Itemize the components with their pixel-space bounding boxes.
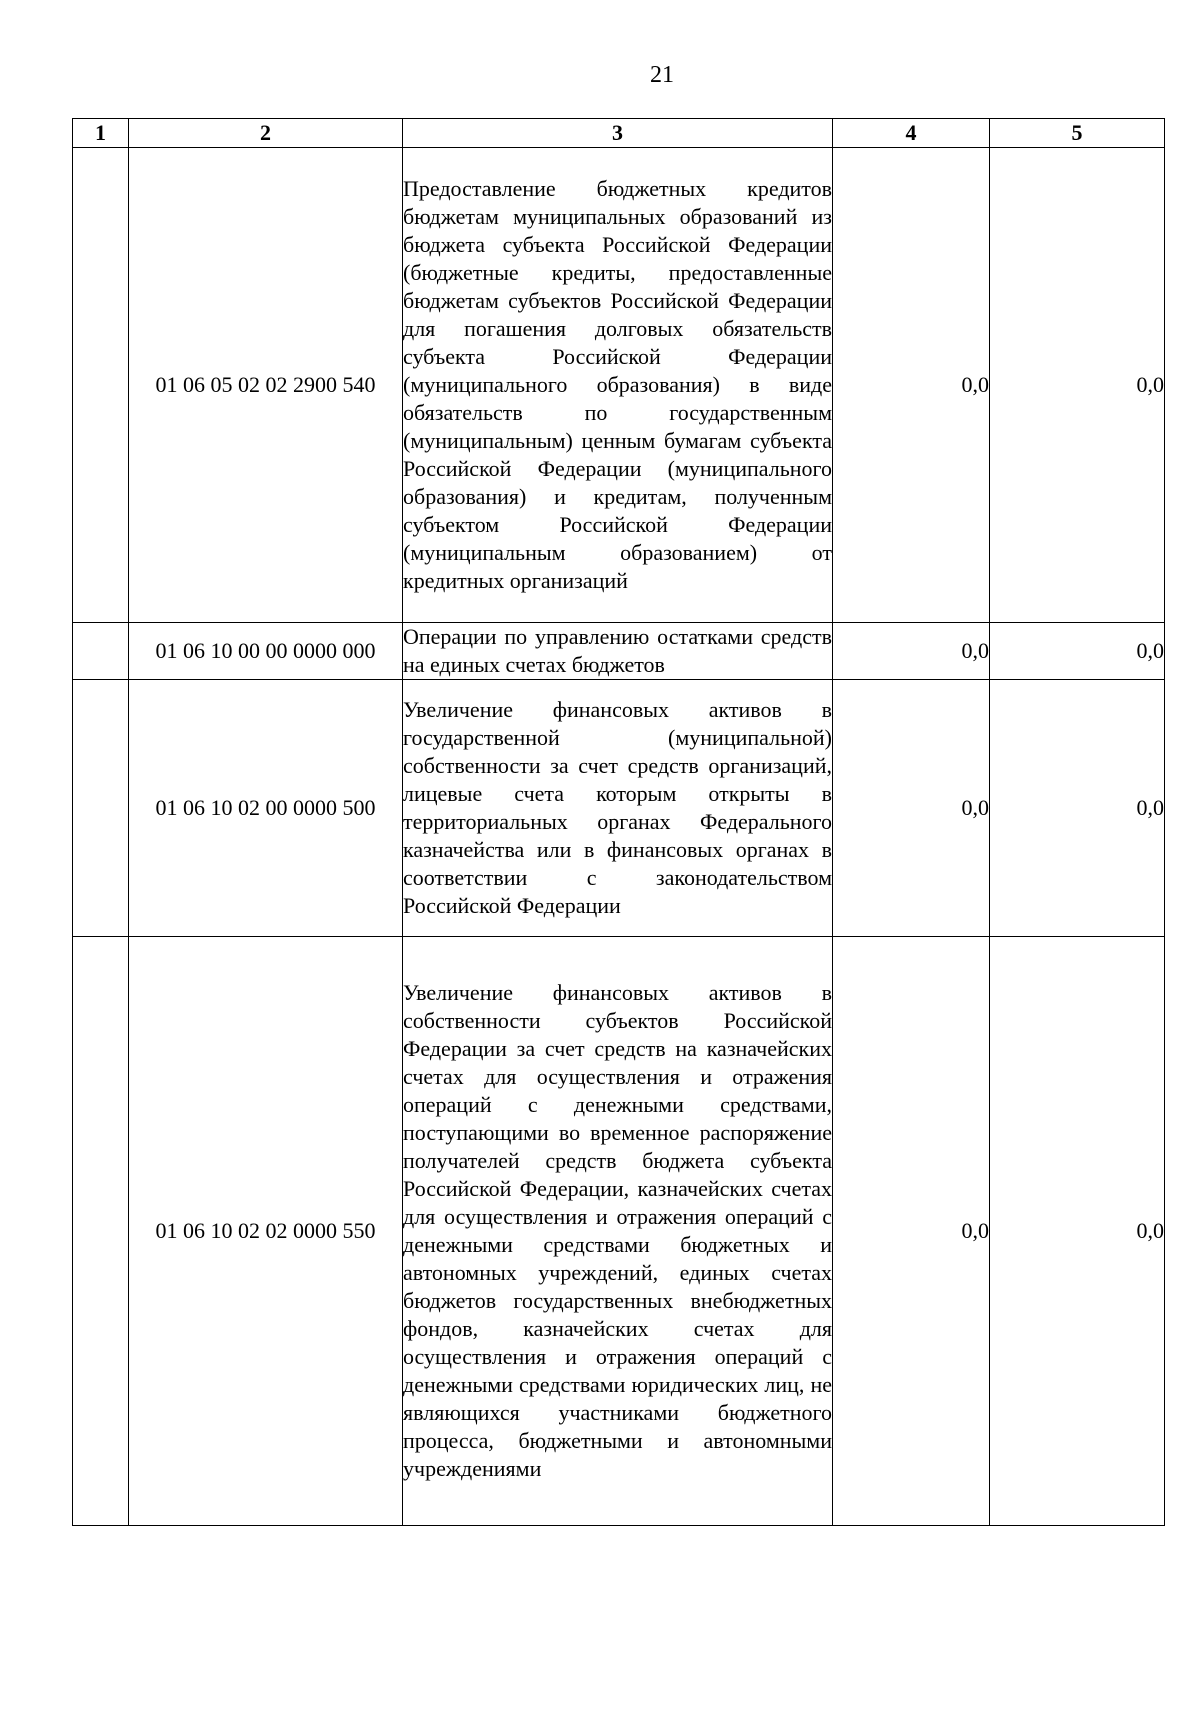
budget-code-cell: 01 06 10 02 02 0000 550 (129, 937, 403, 1526)
page-number-text: 21 (650, 62, 674, 88)
value-col-5-cell: 0,0 (990, 937, 1165, 1526)
table-body (73, 148, 1165, 1526)
value-col-5-cell: 0,0 (990, 148, 1165, 623)
table-row (73, 148, 1165, 623)
budget-sources-table (72, 118, 1165, 1526)
value-col-4-cell: 0,0 (833, 680, 990, 937)
header-col-1: 1 (73, 119, 129, 148)
description-cell: Операции по управлению остатками средств на единых счетах бюджетов (403, 623, 833, 680)
header-col-3: 3 (403, 119, 833, 148)
description-cell: Предоставление бюджетных кредитов бюджетам муниципальных образований из бюджета субъекта Российской Федерации (бюджетные кредиты, предоставленные бюджетам субъектов Российской Федерации для погашения долговых обязательств субъекта Российской Федерации (муниципального образования) в виде обязательств по государственным (муниципальным) ценным бумагам субъекта Российской Федерации (муниципального образования) и кредитам, полученным субъектом Российской Федерации (муниципальным образованием) от кредитных организаций (403, 148, 833, 623)
row-number-cell (73, 680, 129, 937)
description-cell: Увеличение финансовых активов в собственности субъектов Российской Федерации за счет средств на казначейских счетах для осуществления и отражения операций с денежными средствами, поступающими во временное распоряжение получателей средств бюджета субъекта Российской Федерации, казначейских счетах для осуществления и отражения операций с денежными средствами бюджетных и автономных учреждений, единых счетах бюджетов государственных внебюджетных фондов, казначейских счетах для осуществления и отражения операций с денежными средствами юридических лиц, не являющихся участниками бюджетного процесса, бюджетными и автономными учреждениями (403, 937, 833, 1526)
header-col-5: 5 (990, 119, 1165, 148)
value-col-4-cell: 0,0 (833, 937, 990, 1526)
value-col-5-cell: 0,0 (990, 680, 1165, 937)
value-col-4-cell: 0,0 (833, 148, 990, 623)
row-number-cell (73, 937, 129, 1526)
value-col-4-cell: 0,0 (833, 623, 990, 680)
value-col-5-cell: 0,0 (990, 623, 1165, 680)
header-col-2: 2 (129, 119, 403, 148)
table-header (73, 119, 1165, 148)
table-row (73, 623, 1165, 680)
row-number-cell (73, 623, 129, 680)
table-row (73, 937, 1165, 1526)
table-row (73, 680, 1165, 937)
header-col-4: 4 (833, 119, 990, 148)
budget-code-cell: 01 06 10 02 00 0000 500 (129, 680, 403, 937)
budget-code-cell: 01 06 10 00 00 0000 000 (129, 623, 403, 680)
header-row (73, 119, 1165, 148)
budget-code-cell: 01 06 05 02 02 2900 540 (129, 148, 403, 623)
row-number-cell (73, 148, 129, 623)
description-cell: Увеличение финансовых активов в государственной (муниципальной) собственности за счет средств организаций, лицевые счета которым открыты в территориальных органах Федерального казначейства или в финансовых органах в соответствии с законодательством Российской Федерации (403, 680, 833, 937)
